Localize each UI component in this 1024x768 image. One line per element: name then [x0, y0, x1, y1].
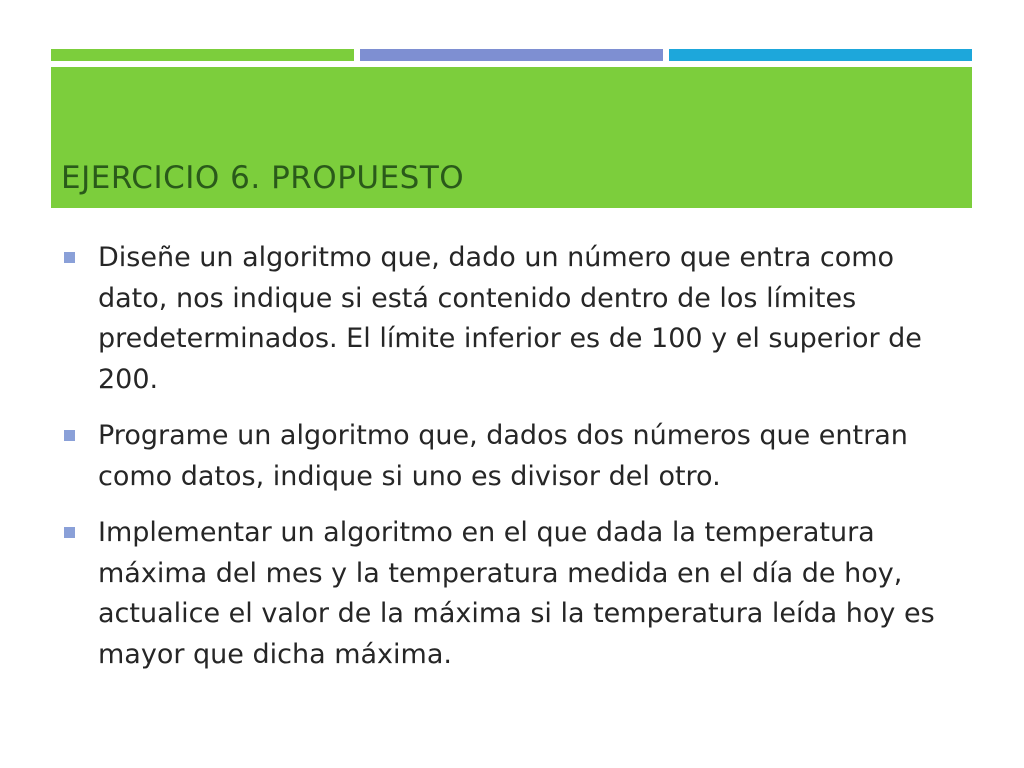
bullet-text: Diseñe un algoritmo que, dado un número que entra como dato, nos indique si está contenido dentro de los límites predeterminados. El límite inferior es de 100 y el superior de 200.: [98, 242, 922, 395]
accent-bar-cyan: [669, 49, 972, 61]
bullet-item: [62, 238, 952, 400]
square-bullet-icon: [64, 252, 75, 263]
bullet-list: [62, 238, 952, 691]
square-bullet-icon: [64, 430, 75, 441]
bullet-item: [62, 513, 952, 675]
bullet-text: Programe un algoritmo que, dados dos números que entran como datos, indique si uno es divisor del otro.: [98, 420, 908, 492]
accent-bar-green: [51, 49, 354, 61]
bullet-item: [62, 416, 952, 497]
title-band: [51, 67, 972, 208]
square-bullet-icon: [64, 527, 75, 538]
bullet-text: Implementar un algoritmo en el que dada la temperatura máxima del mes y la temperatura medida en el día de hoy, actualice el valor de la máxima si la temperatura leída hoy es mayor que dicha máxima.: [98, 517, 935, 670]
accent-bar-blue: [360, 49, 663, 61]
slide-title: EJERCICIO 6. PROPUESTO: [61, 160, 465, 196]
